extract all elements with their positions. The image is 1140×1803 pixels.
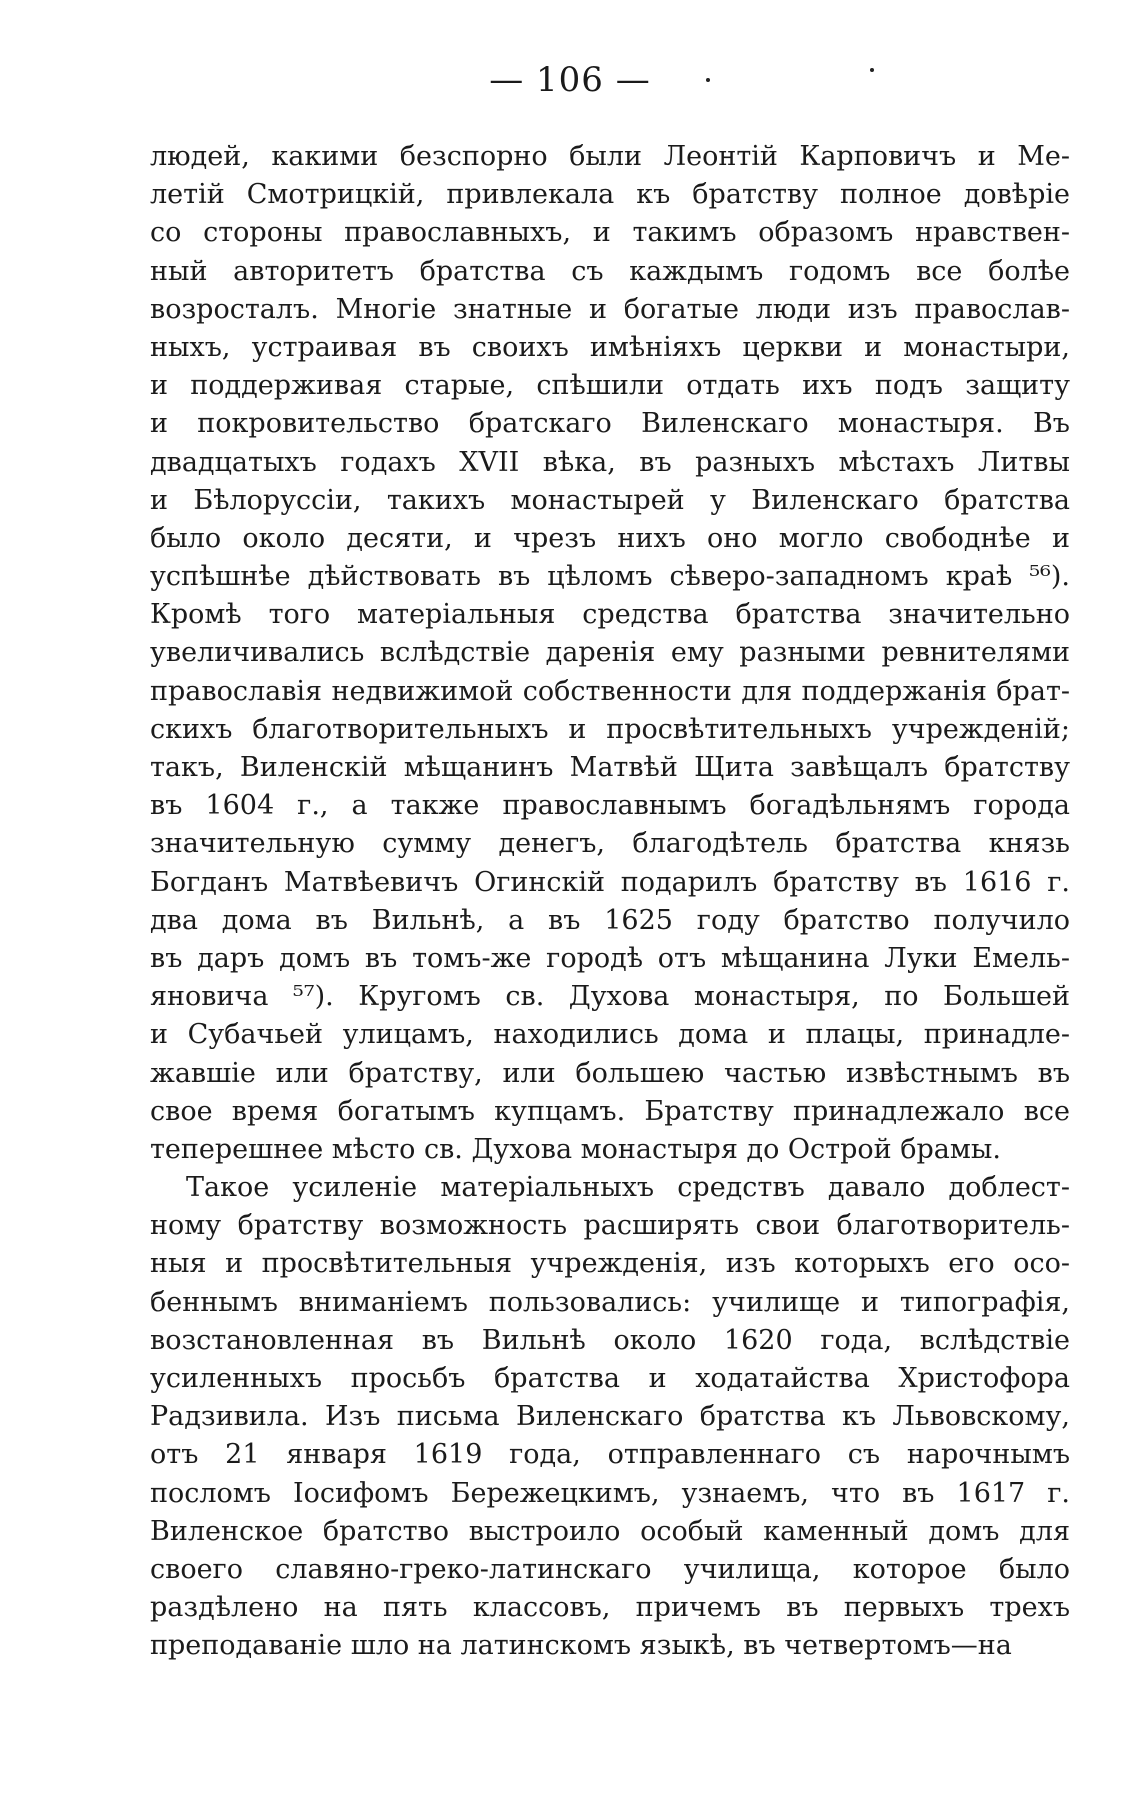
- text-line: Богданъ Матвѣевичъ Огинскій подарилъ братству въ 1616 г.: [150, 866, 1070, 898]
- text-line: скихъ благотворительныхъ и просвѣтительныхъ учрежденій;: [150, 713, 1070, 745]
- text-line: яновича ⁵⁷). Кругомъ св. Духова монастыря, по Большей: [150, 981, 1070, 1013]
- text-line: беннымъ вниманіемъ пользовались: училище и типографія,: [150, 1286, 1070, 1318]
- text-line: ному братству возможность расширять свои благотворитель-: [150, 1210, 1070, 1242]
- text-line: Радзивила. Изъ письма Виленскаго братства къ Львовскому,: [150, 1401, 1070, 1433]
- page-number: — 106 —: [489, 60, 651, 100]
- text-line: православія недвижимой собственности для поддержанія брат-: [150, 675, 1070, 707]
- text-line: и поддерживая старые, спѣшили отдать ихъ подъ защиту: [150, 370, 1070, 402]
- text-line: было около десяти, и чрезъ нихъ оно могло свободнѣе и: [150, 522, 1070, 554]
- text-line: раздѣлено на пять классовъ, причемъ въ первыхъ трехъ: [150, 1592, 1070, 1624]
- text-line: возстановленная въ Вильнѣ около 1620 года, вслѣдствіе: [150, 1324, 1070, 1356]
- text-line: Виленское братство выстроило особый каменный домъ для: [150, 1515, 1070, 1547]
- body-text: [150, 138, 1070, 1666]
- text-line: два дома въ Вильнѣ, а въ 1625 году братство получило: [150, 904, 1070, 936]
- text-line: и покровительство братскаго Виленскаго монастыря. Въ: [150, 408, 1070, 440]
- text-line: людей, какими безспорно были Леонтій Карповичъ и Ме-: [150, 141, 1070, 172]
- text-line: теперешнее мѣсто св. Духова монастыря до Острой брамы.: [150, 1133, 1001, 1165]
- text-line: Кромѣ того матеріальныя средства братства значительно: [150, 599, 1070, 631]
- text-line: въ даръ домъ въ томъ-же городѣ отъ мѣщанина Луки Емель-: [150, 942, 1070, 974]
- text-line: ный авторитетъ братства съ каждымъ годомъ все болѣе: [150, 255, 1070, 287]
- text-line: значительную сумму денегъ, благодѣтель братства князь: [150, 828, 1070, 860]
- scan-speck: [706, 78, 710, 82]
- text-line: усиленныхъ просьбъ братства и ходатайства Христофора: [150, 1363, 1070, 1394]
- text-line: Такое усиленіе матеріальныхъ средствъ давало доблест-: [186, 1172, 1070, 1204]
- text-line: ныя и просвѣтительныя учрежденія, изъ которыхъ его осо-: [150, 1248, 1070, 1280]
- text-line: и Бѣлоруссіи, такихъ монастырей у Виленскаго братства: [150, 484, 1070, 516]
- paragraph: [150, 1169, 1070, 1665]
- text-line: жавшіе или братству, или большею частью извѣстнымъ въ: [150, 1057, 1070, 1089]
- text-line: посломъ Іосифомъ Бережецкимъ, узнаемъ, что въ 1617 г.: [150, 1477, 1070, 1509]
- text-line: ныхъ, устраивая въ своихъ имѣніяхъ церкви и монастыри,: [150, 331, 1070, 363]
- text-line: летій Смотрицкій, привлекала къ братству полное довѣріе: [150, 179, 1070, 211]
- text-line: въ 1604 г., а также православнымъ богадѣльнямъ города: [150, 790, 1070, 822]
- scan-speck: [870, 68, 874, 72]
- text-line: и Субачьей улицамъ, находились дома и плацы, принадле-: [150, 1019, 1070, 1051]
- text-line: преподаваніе шло на латинскомъ языкѣ, въ четвертомъ—на: [150, 1630, 1012, 1662]
- text-line: успѣшнѣе дѣйствовать въ цѣломъ сѣверо-западномъ краѣ ⁵⁶).: [150, 561, 1070, 593]
- text-line: такъ, Виленскій мѣщанинъ Матвѣй Щита завѣщалъ братству: [150, 752, 1070, 783]
- text-line: отъ 21 января 1619 года, отправленнаго съ нарочнымъ: [150, 1439, 1070, 1471]
- text-line: своего славяно-греко-латинскаго училища, которое было: [150, 1553, 1070, 1585]
- text-line: свое время богатымъ купцамъ. Братству принадлежало все: [150, 1095, 1070, 1127]
- paragraph: [150, 138, 1070, 1169]
- text-line: со стороны православныхъ, и такимъ образомъ нравствен-: [150, 217, 1070, 249]
- text-line: увеличивались вслѣдствіе даренія ему разными ревнителями: [150, 637, 1070, 669]
- text-line: двадцатыхъ годахъ XVII вѣка, въ разныхъ мѣстахъ Литвы: [150, 446, 1070, 478]
- text-line: возросталъ. Многіе знатные и богатые люди изъ православ-: [150, 293, 1070, 325]
